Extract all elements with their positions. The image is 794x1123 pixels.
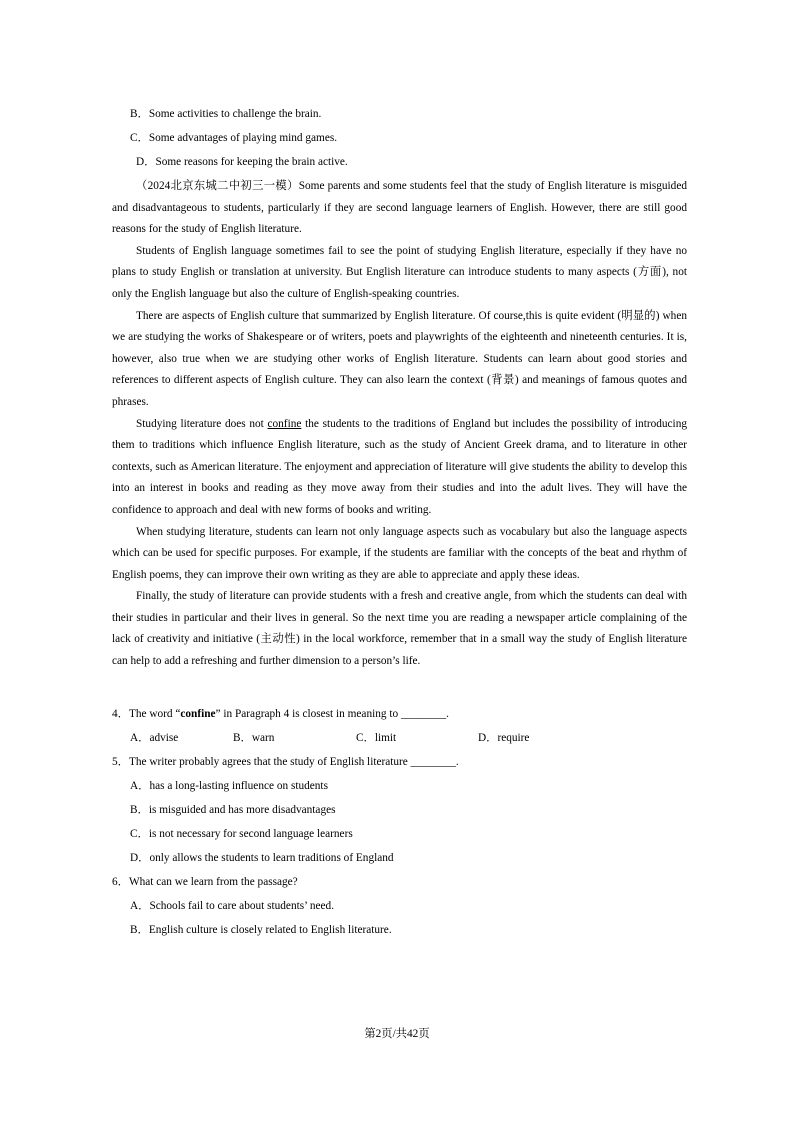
q5-choice-d[interactable]: D．only allows the students to learn traditions of England [130,852,394,864]
q5-choice-a[interactable]: A．has a long-lasting influence on students [130,780,328,792]
prev-option-d: D．Some reasons for keeping the brain active. [136,156,348,168]
q4-choice-a[interactable]: A．advise [130,732,179,744]
question-6-stem: 6．What can we learn from the passage? [112,876,298,888]
q5-choice-c[interactable]: C．is not necessary for second language learners [130,828,353,840]
q4-prefix: 4．The word “ [112,708,181,720]
reading-passage [112,176,687,673]
paragraph-4-start: Studying literature does not [136,417,268,430]
paragraph-1: （2024北京东城二中初三一模）Some parents and some students feel that the study of English literature is misguided and disadvantageous to students, particularly if they are second language learners of English. However, there are still good reasons for the study of English literature. [112,180,687,236]
paragraph-5: When studying literature, students can learn not only language aspects such as vocabulary but also the language aspects which can be used for specific purposes. For example, if the students are familiar with the concepts of the beat and rhythm of English poems, they can improve their own writing as they are able to appreciate and apply these ideas. [112,525,687,581]
q4-choice-b[interactable]: B．warn [233,732,275,744]
prev-option-b: B．Some activities to challenge the brain. [130,108,322,120]
underlined-word-confine: confine [267,417,302,430]
question-5-stem: 5．The writer probably agrees that the study of English literature ________. [112,756,459,768]
q4-choice-d[interactable]: D．require [478,732,530,744]
paragraph-4 [112,414,687,522]
page-footer: 第2页/共42页 [364,1028,430,1040]
q5-choice-b[interactable]: B．is misguided and has more disadvantages [130,804,336,816]
q6-choice-b[interactable]: B．English culture is closely related to English literature. [130,924,392,936]
paragraph-4-rest: the students to the traditions of England but includes the possibility of introducing them to traditions which influence English literature, such as the study of Ancient Greek drama, and to literature in other contexts, such as American literature. The enjoyment and appreciation of literature will give students the ability to develop this into an interest in books and reading as they move away from their studies and into the adult lives. They will have the confidence to approach and deal with new forms of books and writing. [112,417,687,516]
q4-suffix: ” in Paragraph 4 is closest in meaning to ________. [215,708,449,720]
q6-choice-a[interactable]: A．Schools fail to care about students’ need. [130,900,335,912]
q4-keyword: confine [180,708,216,720]
paragraph-6: Finally, the study of literature can provide students with a fresh and creative angle, from which the students can deal with their studies in particular and their lives in general. So the next time you are reading a newspaper article complaining of the lack of creativity and initiative (主动性) in the local workforce, remember that in a small way the study of English literature can help to add a refreshing and further dimension to a person’s life. [112,590,687,668]
paragraph-2: Students of English language sometimes fail to see the point of studying English literature, especially if they have no plans to study English or translation at university. But English literature can introduce students to many aspects (方面), not only the English language but also the culture of English-speaking countries. [112,244,687,300]
question-4-stem [112,704,449,726]
paragraph-3: There are aspects of English culture that summarized by English literature. Of course,this is quite evident (明显的) when we are studying the works of Shakespeare or of writers, poets and playwrights of the eighteenth and nineteenth centuries. It is, however, also true when we are studying other works of English literature. Students can learn about good stories and references to different aspects of English culture. They can also learn the context (背景) and meanings of famous quotes and phrases. [112,309,687,408]
prev-option-c: C．Some advantages of playing mind games. [130,132,338,144]
q4-choice-c[interactable]: C．limit [356,732,397,744]
